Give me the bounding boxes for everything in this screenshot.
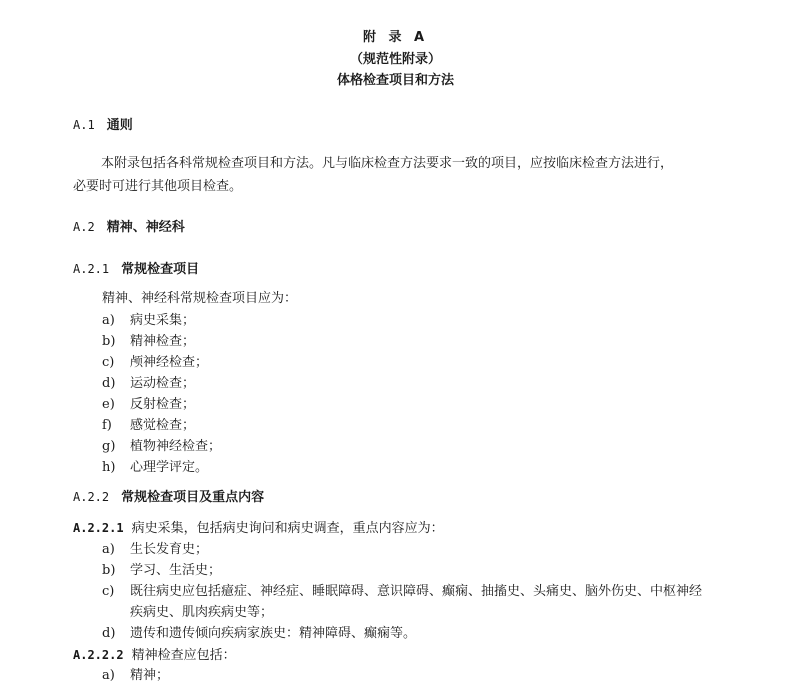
list-text: 遗传和遗传倾向疾病家族史：精神障碍、癫痫等。 [130,626,417,641]
list-item [102,396,195,414]
list-item [102,581,702,623]
clause-number: A.2.2.2 [73,648,124,662]
list-text: 感觉检查； [130,418,196,433]
list-marker: d) [102,376,116,391]
annex-title: 附 录 A [362,30,429,45]
list-text: 心理学评定。 [130,460,209,475]
paragraph-line: 本附录包括各科常规检查项目和方法。凡与临床检查方法要求一致的项目，应按临床检查方法进行， [101,156,674,171]
clause-number: A.2.2.1 [73,521,124,535]
list-text: 病史采集； [130,313,196,328]
annex-type: （规范性附录） [349,52,441,67]
clause-text: 精神检查应包括： [131,648,236,663]
list-item [102,333,195,351]
list-item [102,354,208,372]
section-heading-a22 [73,488,264,507]
list-text: 运动检查； [130,376,196,391]
list-item [102,562,221,580]
list-marker: a) [102,313,115,328]
section-heading-a1 [73,116,133,135]
list-item [102,417,195,435]
list-item [102,459,208,477]
section-heading-a21 [73,260,199,279]
paragraph-line: 必要时可进行其他项目检查。 [73,179,243,194]
list-item [102,541,208,559]
list-marker: b) [102,563,116,578]
list-marker: b) [102,334,116,349]
list-item [102,438,221,456]
list-marker: e) [102,397,115,412]
list-marker: a) [102,542,115,557]
list-item [102,375,195,393]
list-item [102,312,195,330]
section-a1-paragraph [73,152,713,198]
list-text: 精神； [130,668,170,683]
section-number: A.2.2 [73,490,110,504]
annex-name: 体格检查项目和方法 [336,73,454,88]
clause-a222 [73,646,236,665]
list-marker: d) [102,626,116,641]
section-title: 常规检查项目 [121,262,200,277]
clause-a221 [73,519,444,538]
section-title: 精神、神经科 [106,220,185,235]
section-a21-intro: 精神、神经科常规检查项目应为： [102,291,298,306]
list-text: 颅神经检查； [130,355,209,370]
clause-text: 病史采集，包括病史询问和病史调查，重点内容应为： [131,521,444,536]
section-number: A.2 [73,220,95,234]
list-marker: f) [102,418,112,433]
list-text: 学习、生活史； [130,563,222,578]
list-text: 反射检查； [130,397,196,412]
section-heading-a2 [73,218,185,237]
list-text: 植物神经检查； [130,439,222,454]
section-number: A.1 [73,118,95,132]
list-marker: a) [102,668,115,683]
list-text: 既往病史应包括癔症、神经症、睡眠障碍、意识障碍、癫痫、抽搐史、头痛史、脑外伤史、中枢神经疾病史、肌肉疾病史等； [130,584,703,620]
list-text: 精神检查； [130,334,196,349]
section-number: A.2.1 [73,262,110,276]
list-marker: c) [102,584,115,599]
section-title: 常规检查项目及重点内容 [121,490,265,505]
list-marker: c) [102,355,115,370]
list-marker: g) [102,439,116,454]
list-item [102,667,169,685]
list-text: 生长发育史； [130,542,209,557]
list-marker: h) [102,460,116,475]
list-item [102,625,416,643]
section-title: 通则 [106,118,133,133]
